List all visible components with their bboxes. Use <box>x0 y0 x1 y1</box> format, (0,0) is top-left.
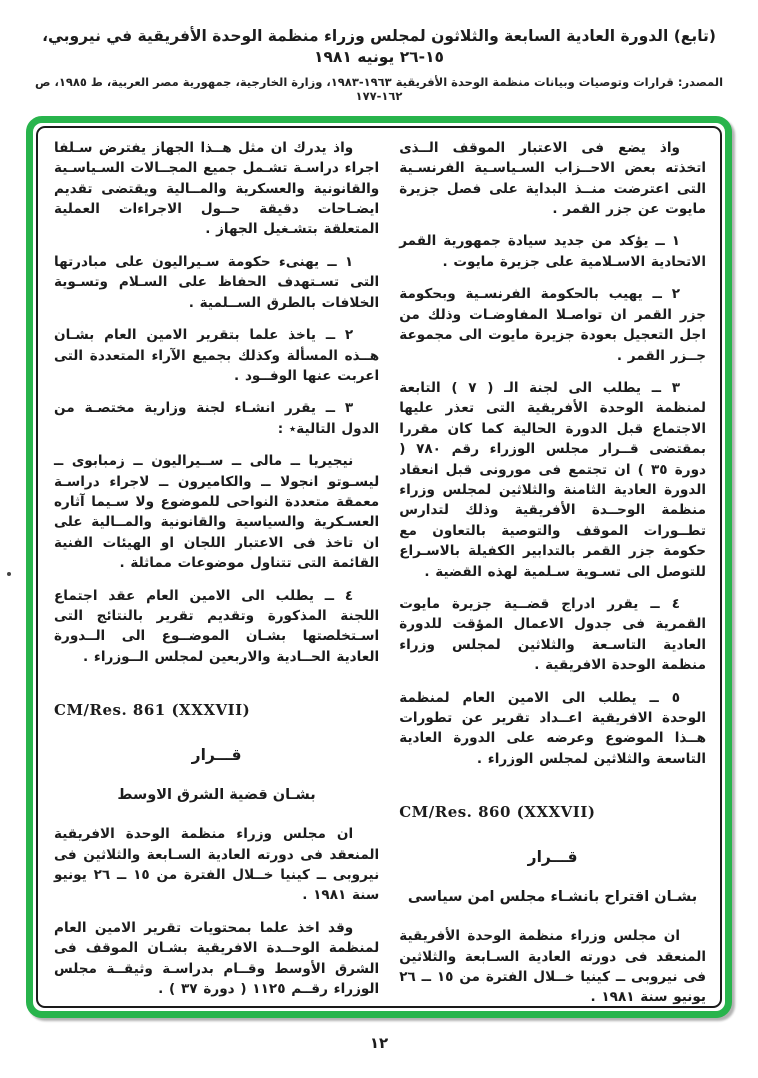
decision-subject: بشـان قضية الشرق الاوسط <box>117 787 316 804</box>
numbered-item: ٤ ــ يقرر ادراج قضــية جزيرة مايوت القمرية فى جدول الاعمال المؤقت للدورة العادية التاسـعة والثلاثين لمجلس وزراء منظمة الوحدة الافريقية . <box>399 595 706 674</box>
numbered-item: ٥ ــ يطلب الى الامين العام لمنظمة الوحدة الافريقية اعــداد تقرير عن تطورات هــذا الموضوع وعرضه على الدورة العادية التاسعة والثلاثين لمجلس الوزراء . <box>399 689 706 767</box>
scan-speck <box>7 572 11 576</box>
page-number: ١٢ <box>369 1034 389 1052</box>
source-line: المصدر: قرارات وتوصيات وبيانات منظمة الوحدة الأفريقية ١٩٦٣-١٩٨٣، وزارة الخارجية، جمهورية مصر العربية، ط ١٩٨٥، ص ١٦٢-١٧٧ <box>34 74 724 103</box>
resolution-id-861: CM/Res. 861 (XXXVII) <box>54 701 251 720</box>
left-column <box>54 138 379 1000</box>
two-column-text <box>54 138 706 1006</box>
paragraph: نيجيريا ــ مالى ــ ســيراليون ــ زمبابوى ــ ليسـوتو انجولا ــ والكاميرون ــ لاجراء دراسـة معمقة متعددة النواحى للموضوع ولا سـيما آثاره العسـكرية والسياسية والقانونية والمــالية على ان تاخذ فى الاعتبار اللجان او الهيئات الفنية القائمة التى تتناول موضوعات مماثلة . <box>54 453 380 572</box>
decision-heading: قـــرار <box>191 746 242 765</box>
decision-subject: بشـان اقتراح بانشـاء مجلس امن سياسى <box>407 889 698 906</box>
numbered-item: ١ ــ يهنىء حكومة سـيراليون على مبادرتها التى تسـتهدف الحفاظ على السـلام وتسـوية الخلافات بالطرق الســلمية . <box>54 253 380 311</box>
numbered-item: ١ ــ يؤكد من جديد سيادة جمهورية القمر الاتحادية الاسـلامية على جزيرة مايوت . <box>399 233 706 270</box>
resolution-id-860: CM/Res. 860 (XXXVII) <box>399 803 596 822</box>
paragraph: ان مجلس وزراء منظمة الوحدة الافريقية المنعقد فى دورته العادية السـابعة والثلاثين فى نيروبى ــ كينيا خــلال الفترة من ١٥ ــ ٢٦ يونيو سنة ١٩٨١ . <box>54 826 380 904</box>
paragraph: وقد اخذ علما بمحتويات تقرير الامين العام لمنظمة الوحــدة الافريقية بشـان الموقف فى الشرق الأوسط وقــام بدراسـة وثيقــة مجلس الوزراء رقــم ١١٢٥ ( دورة ٣٧ ) . <box>54 919 380 998</box>
decision-heading: قـــرار <box>527 848 578 867</box>
numbered-item: ٢ ــ ياخذ علما بتقرير الامين العام بشـان هــذه المسألة وكذلك بجميع الآراء المتعددة التى اعربت عنها الوفــود . <box>54 327 380 384</box>
document-header <box>0 0 758 103</box>
paragraph: ان مجلس وزراء منظمة الوحدة الأفريقية المنعقد فى دورته العادية السـابعة والثلاثين فى نيروبى ــ كينيا خــلال الفترة من ١٥ ــ ٢٦ يونيو سنة ١٩٨١ . <box>399 928 706 1006</box>
numbered-item: ٤ ــ يطلب الى الامين العام عقد اجتماع اللجنة المذكورة وتقديم تقرير بالنتائج التى اسـتخلصتها بشـان الموضــوع الى الــدورة العادية الحــادية والاربعين لمجلس الــوزراء . <box>54 587 380 665</box>
green-border-frame <box>26 116 732 1018</box>
numbered-item: ٣ ــ يطلب الى لجنة الـ ( ٧ ) التابعة لمنظمة الوحدة الأفريقية التى تعذر عليها الاجتماع قبل الدورة الحالية كما كان مقررا بمقتضى قــرار مجلس الوزراء رقم ٧٨٠ ( دورة ٣٥ ) ان تجتمع فى مورونى قبل انعقاد الدورة العادية الثامنة والثلاثين لمجلس وزراء منظمة الوحــدة الأفريقية وذلك لتدارس تطــورات الموقف والتوصية بالتعاون مع حكومة جزر القمر بالتدابير الكفيلة بالاسـراع للتوصل الى تسـوية سـلمية لهذه القضية . <box>399 379 706 580</box>
paragraph: واذ يدرك ان مثل هــذا الجهاز يفترض سـلفا اجراء دراسـة تشـمل جميع المجــالات السـياسـية والقانونية والعسكرية والمــالية ويقتضى تقديم ايضـاحات دقيقة حــول الاجراءات العملية المتعلقة بتشـغيل الجهاز . <box>54 139 380 238</box>
inner-black-frame <box>36 126 722 1008</box>
numbered-item: ٣ ــ يقرر انشـاء لجنة وزارية مختصـة من الدول التالية٭ : <box>54 400 380 437</box>
session-title: (تابع) الدورة العادية السابعة والثلاثون لمجلس وزراء منظمة الوحدة الأفريقية في نيروبي، ١٥-٢٦ يونيه ١٩٨١ <box>42 27 716 66</box>
paragraph: واذ يضع فى الاعتبار الموقف الــذى اتخذته بعض الاحــزاب السـياسـية الفرنسـية التى اعترضت منــذ البداية على فصل جزيرة مايوت عن جزر القمر . <box>399 139 706 218</box>
numbered-item: ٢ ــ يهيب بالحكومة الفرنسـية وبحكومة جزر القمر ان تواصـلا المفاوضـات وذلك من اجل التعجيل بعودة جزيرة مايوت الى مجموعة جــزر القمر . <box>399 286 706 364</box>
right-column <box>399 138 706 1006</box>
